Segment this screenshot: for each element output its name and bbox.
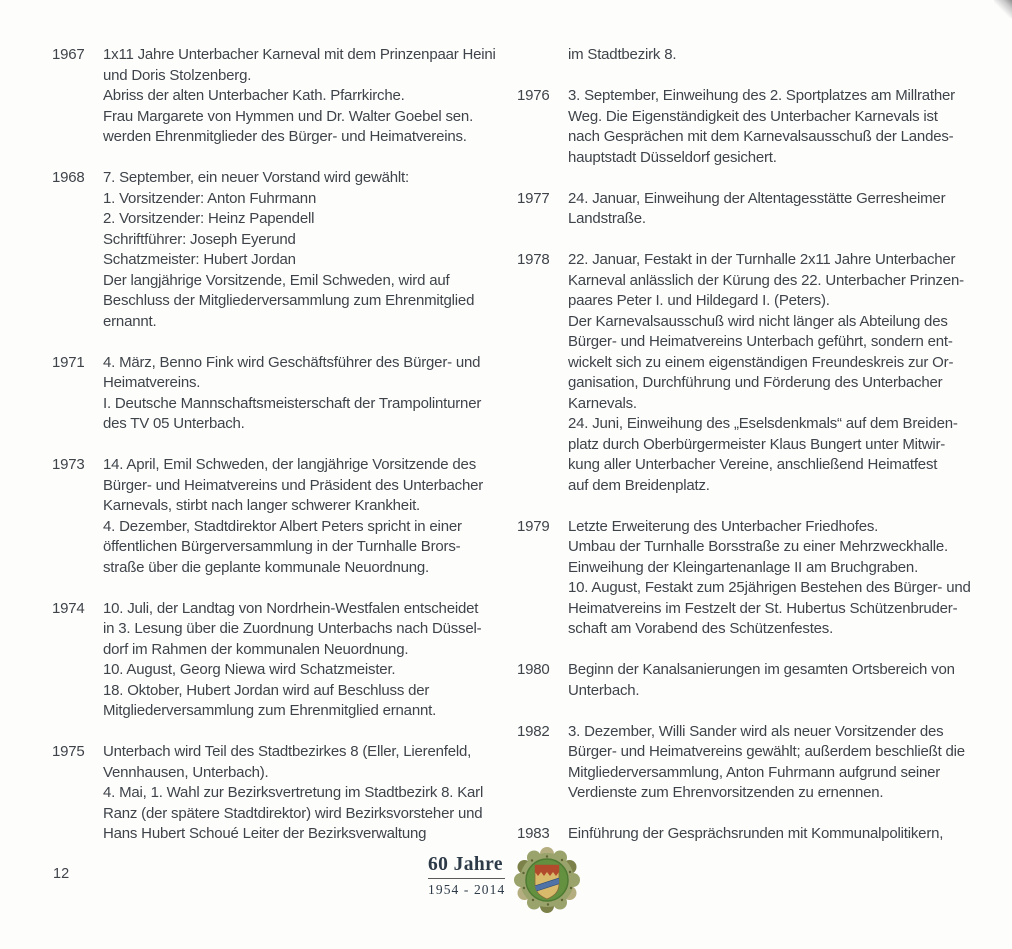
- entry-line: Landstraße.: [568, 210, 646, 227]
- entry-line: Der Karnevalsausschuß wird nicht länger als Abteilung des: [568, 312, 948, 330]
- entry-year: 1979: [517, 517, 550, 535]
- entry-line: 3. September, Einweihung des 2. Sportplatzes am Millrather: [568, 87, 955, 104]
- entry-line: hauptstadt Düsseldorf gesichert.: [568, 148, 777, 166]
- entry-line: Hans Hubert Schoué Leiter der Bezirksverwaltung: [103, 825, 427, 842]
- entry-line: Schriftführer: Joseph Eyerund: [103, 230, 296, 248]
- entry-line: Bürger- und Heimatvereins und Präsident des Unterbacher: [103, 476, 484, 494]
- entry-line: 4. Dezember, Stadtdirektor Albert Peters spricht in einer: [103, 517, 462, 535]
- timeline-entry: [52, 742, 507, 845]
- entry-line: 24. Januar, Einweihung der Altentagesstätte Gerresheimer: [568, 189, 946, 207]
- entry-line: Frau Margarete von Hymmen und Dr. Walter Goebel sen.: [103, 107, 474, 125]
- page-curl-shadow: [994, 0, 1012, 18]
- timeline-entry: [52, 353, 507, 435]
- anniversary-logo: [428, 844, 581, 916]
- entry-text: [568, 722, 965, 804]
- entry-line: Einführung der Gesprächsrunden mit Kommunalpolitikern,: [568, 825, 944, 842]
- entry-text: [568, 250, 964, 496]
- timeline-entry: [517, 189, 997, 230]
- timeline-entry: [52, 45, 507, 148]
- entry-line: Unterbach.: [568, 681, 640, 699]
- entry-line: Letzte Erweiterung des Unterbacher Friedhofes.: [568, 517, 879, 535]
- entry-text: [568, 660, 955, 701]
- entry-line: platz durch Oberbürgermeister Klaus Bungert unter Mitwir-: [568, 435, 946, 453]
- entry-line: ernannt.: [103, 312, 157, 330]
- entry-text: [568, 824, 943, 845]
- anniversary-year-range: 1954 - 2014: [428, 882, 506, 897]
- timeline-column-left: [52, 45, 507, 845]
- entry-line: Bürger- und Heimatvereins gewählt; außerdem beschließt die: [568, 743, 965, 760]
- entry-year: 1973: [52, 456, 85, 473]
- timeline-entry: [517, 824, 997, 845]
- timeline-entry: [517, 250, 997, 496]
- entry-line: Bürger- und Heimatvereins Unterbach geführt, sondern ent-: [568, 333, 953, 350]
- entry-line: Karnevals, stirbt nach langer schwerer Krankheit.: [103, 497, 421, 514]
- timeline-entry: [517, 660, 997, 701]
- entry-line: kung aller Unterbacher Vereine, anschließend Heimatfest: [568, 456, 938, 473]
- entry-line: 22. Januar, Festakt in der Turnhalle 2x11 Jahre Unterbacher: [568, 251, 956, 268]
- entry-line: 18. Oktober, Hubert Jordan wird auf Beschluss der: [103, 681, 430, 699]
- entry-text: [103, 45, 496, 148]
- entry-line: nach Gesprächen mit dem Karnevalsausschuß der Landes-: [568, 128, 954, 145]
- entry-line: wickelt sich zu einem eigenständigen Freundeskreis zur Or-: [568, 353, 954, 371]
- timeline-entry: [52, 455, 507, 578]
- entry-line: Karnevals.: [568, 394, 637, 412]
- entry-text: [103, 742, 483, 845]
- entry-text: [568, 45, 676, 66]
- entry-line: Ranz (der spätere Stadtdirektor) wird Bezirksvorsteher und: [103, 804, 483, 822]
- entry-line: Karneval anlässlich der Kürung des 22. Unterbacher Prinzen-: [568, 271, 964, 289]
- entry-year: 1983: [517, 825, 550, 842]
- entry-line: Vennhausen, Unterbach).: [103, 763, 269, 781]
- entry-line: straße über die geplante kommunale Neuordnung.: [103, 558, 430, 576]
- entry-line: 4. März, Benno Fink wird Geschäftsführer des Bürger- und: [103, 353, 481, 371]
- entry-line: 1x11 Jahre Unterbacher Karneval mit dem Prinzenpaar Heini: [103, 46, 496, 63]
- entry-line: 24. Juni, Einweihung des „Eselsdenkmals“ auf dem Breiden-: [568, 415, 958, 432]
- entry-line: Verdienste zum Ehrenvorsitzenden zu ernennen.: [568, 784, 884, 801]
- entry-line: Einweihung der Kleingartenanlage II am Bruchgraben.: [568, 558, 919, 576]
- entry-line: 3. Dezember, Willi Sander wird als neuer Vorsitzender des: [568, 722, 944, 740]
- entry-line: Umbau der Turnhalle Borsstraße zu einer Mehrzweckhalle.: [568, 538, 949, 555]
- entry-text: [103, 455, 483, 578]
- entry-line: Abriss der alten Unterbacher Kath. Pfarrkirche.: [103, 87, 405, 104]
- entry-line: Heimatvereins.: [103, 374, 201, 391]
- entry-text: [568, 517, 971, 640]
- entry-year: 1980: [517, 661, 550, 678]
- entry-line: Unterbach wird Teil des Stadtbezirkes 8 (Eller, Lierenfeld,: [103, 743, 472, 760]
- entry-line: 7. September, ein neuer Vorstand wird gewählt:: [103, 169, 409, 186]
- coat-of-arms-wreath-icon: [513, 844, 581, 916]
- entry-year: 1982: [517, 722, 550, 740]
- entry-line: schaft am Vorabend des Schützenfestes.: [568, 620, 834, 637]
- entry-text: [568, 189, 945, 230]
- entry-line: Der langjährige Vorsitzende, Emil Schweden, wird auf: [103, 271, 450, 289]
- timeline-entry: [52, 599, 507, 722]
- entry-line: werden Ehrenmitglieder des Bürger- und Heimatvereins.: [103, 128, 467, 145]
- timeline-entry: [517, 86, 997, 168]
- entry-line: ganisation, Durchführung und Förderung des Unterbacher: [568, 374, 943, 391]
- timeline-entry: [517, 517, 997, 640]
- entry-line: dorf im Rahmen der kommunalen Neuordnung.: [103, 640, 409, 658]
- entry-line: 2. Vorsitzender: Heinz Papendell: [103, 210, 315, 227]
- timeline-entry: [52, 168, 507, 332]
- entry-line: und Doris Stolzenberg.: [103, 66, 252, 84]
- entry-year: 1975: [52, 743, 85, 760]
- entry-line: im Stadtbezirk 8.: [568, 46, 677, 63]
- entry-line: des TV 05 Unterbach.: [103, 415, 245, 432]
- entry-line: öffentlichen Bürgerversammlung in der Turnhalle Brors-: [103, 538, 461, 555]
- entry-line: 10. August, Festakt zum 25jährigen Bestehen des Bürger- und: [568, 579, 971, 596]
- entry-line: 10. August, Georg Niewa wird Schatzmeister.: [103, 661, 396, 678]
- entry-line: in 3. Lesung über die Zuordnung Unterbachs nach Düssel-: [103, 620, 482, 637]
- anniversary-title: 60 Jahre: [428, 854, 505, 879]
- entry-line: Beschluss der Mitgliederversammlung zum Ehrenmitglied: [103, 292, 475, 309]
- entry-line: Mitgliederversammlung, Anton Fuhrmann aufgrund seiner: [568, 763, 941, 781]
- entry-line: 14. April, Emil Schweden, der langjährige Vorsitzende des: [103, 456, 476, 473]
- timeline-column-right: [517, 45, 997, 845]
- anniversary-logo-text: [428, 854, 505, 898]
- entry-line: Heimatvereins im Festzelt der St. Hubertus Schützenbruder-: [568, 599, 958, 617]
- entry-line: Weg. Die Eigenständigkeit des Unterbacher Karnevals ist: [568, 107, 938, 125]
- page-number: 12: [53, 866, 70, 882]
- entry-line: auf dem Breidenplatz.: [568, 476, 710, 494]
- entry-line: 4. Mai, 1. Wahl zur Bezirksvertretung im Stadtbezirk 8. Karl: [103, 784, 484, 801]
- entry-text: [103, 168, 474, 332]
- entry-line: Mitgliederversammlung zum Ehrenmitglied ernannt.: [103, 702, 437, 719]
- entry-year: 1977: [517, 189, 550, 207]
- timeline-entry: [517, 45, 997, 66]
- entry-year: 1968: [52, 169, 85, 186]
- entry-year: 1978: [517, 251, 550, 268]
- entry-year: 1971: [52, 353, 85, 371]
- entry-line: paares Peter I. und Hildegard I. (Peters).: [568, 292, 830, 309]
- entry-year: 1967: [52, 46, 85, 63]
- entry-year: 1976: [517, 87, 550, 104]
- timeline-entry: [517, 722, 997, 804]
- entry-text: [568, 86, 955, 168]
- entry-line: I. Deutsche Mannschaftsmeisterschaft der Trampolinturner: [103, 394, 482, 412]
- entry-line: Schatzmeister: Hubert Jordan: [103, 251, 296, 268]
- entry-text: [103, 599, 481, 722]
- entry-line: 10. Juli, der Landtag von Nordrhein-Westfalen entscheidet: [103, 599, 479, 617]
- entry-year: 1974: [52, 599, 85, 617]
- entry-year: [517, 45, 568, 66]
- entry-line: 1. Vorsitzender: Anton Fuhrmann: [103, 189, 317, 207]
- entry-line: Beginn der Kanalsanierungen im gesamten Ortsbereich von: [568, 661, 955, 678]
- entry-text: [103, 353, 481, 435]
